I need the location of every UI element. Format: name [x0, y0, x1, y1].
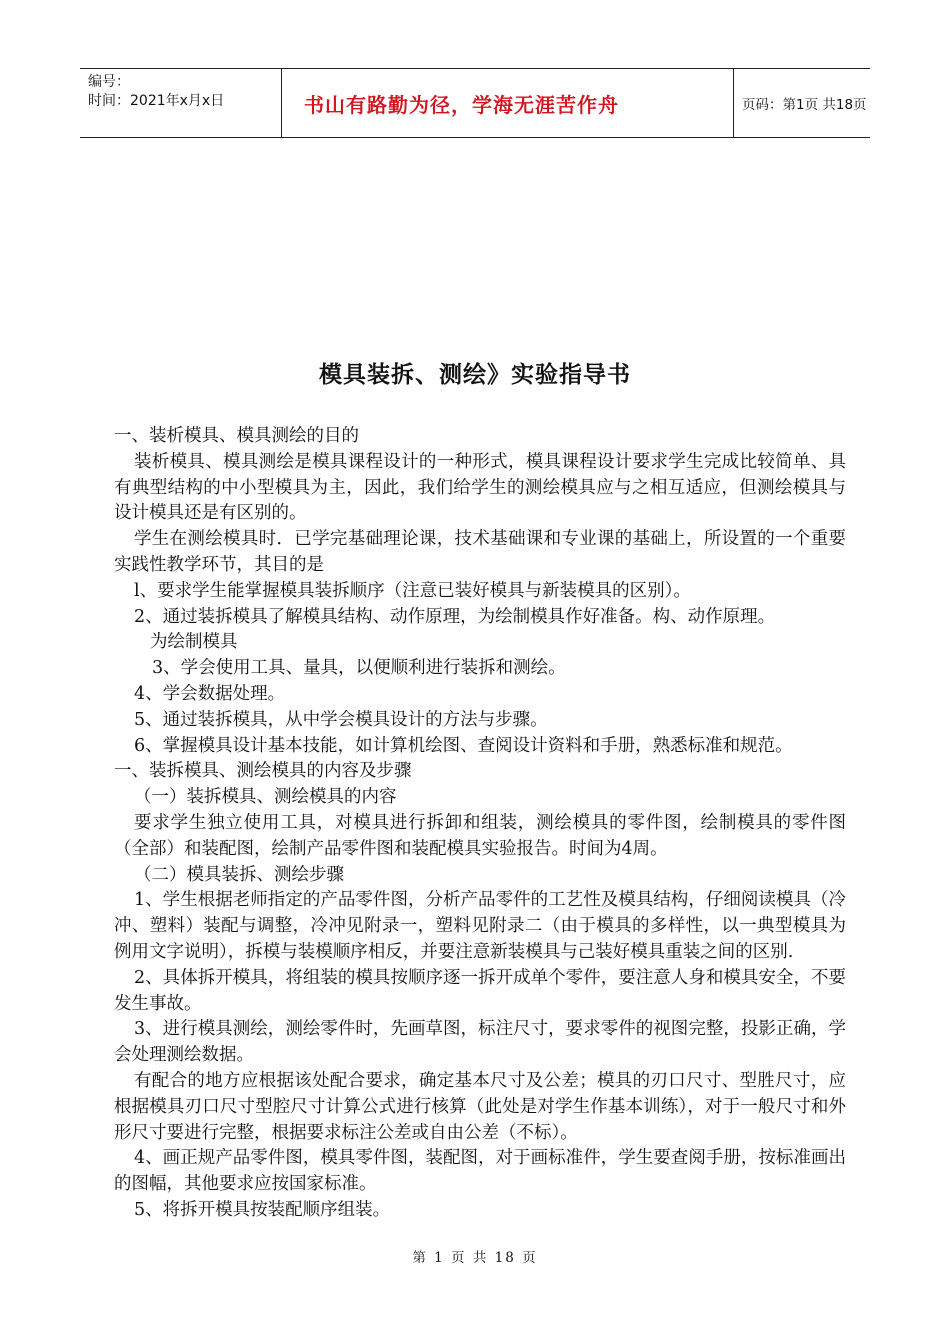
header-meta-cell — [80, 69, 282, 137]
step-paragraph: 2、具体拆开模具，将组装的模具按顺序逐一拆开成单个零件，要注意人身和模具安全，不要发生事故。 — [114, 967, 846, 1014]
document-title: 模具装拆、测绘》实验指导书 — [319, 362, 631, 388]
paragraph: 学生在测绘模具时．已学完基础理论课，技术基础课和专业课的基础上，所设置的一个重要实践性教学环节，其目的是 — [114, 529, 846, 575]
paragraph: 有配合的地方应根据该处配合要求，确定基本尺寸及公差；模具的刃口尺寸、型胜尺寸，应根据模具刃口尺寸型腔尺寸计算公式进行核算（此处是对学生作基本训练），对于一般尺寸和外形尺寸要进行完整，根据要求标注公差或自由公差（不标）。 — [114, 1070, 846, 1143]
list-item-continuation: 为绘制模具 — [150, 632, 238, 653]
header-motto-cell — [282, 69, 734, 137]
list-item: 4、学会数据处理。 — [134, 683, 286, 704]
step-paragraph: 5、将拆开模具按装配顺序组装。 — [134, 1199, 391, 1220]
document-body — [114, 424, 846, 1224]
paragraph: 要求学生独立使用工具，对模具进行拆卸和组装，测绘模具的零件图，绘制模具的零件图（全部）和装配图，绘制产品零件图和装配模具实验报告。时间为4周。 — [114, 812, 846, 859]
serial-number-label: 编号： — [88, 74, 130, 90]
list-item: l、要求学生能掌握模具装拆顺序（注意已装好模具与新装模具的区别）。 — [134, 580, 691, 601]
document-header — [80, 68, 870, 138]
section-heading: 一、装析模具、模具测绘的目的 — [114, 426, 359, 446]
step-paragraph: 1、学生根据老师指定的产品零件图，分析产品零件的工艺性及模具结构，仔细阅读模具（冷冲、塑料）装配与调整，冷冲见附录一，塑料见附录二（由于模具的多样性，以一典型模具为例用文字说明），拆模与装模顺序相反，并要注意新装模具与己装好模具重装之间的区别. — [114, 890, 846, 962]
page-footer: 第 1 页 共 18 页 — [412, 1250, 538, 1266]
subsection-heading: （二）模具装拆、测绘步骤 — [134, 864, 344, 885]
page-info: 页码：第1页 共18页 — [742, 97, 867, 113]
paragraph: 装析模具、模具测绘是模具课程设计的一种形式，模具课程设计要求学生完成比较简单、具有典型结构的中小型模具为主，因此，我们给学生的测绘模具应与之相互适应，但测绘模具与设计模具还是有区别的。 — [114, 451, 846, 524]
motto-text: 书山有路勤为径，学海无涯苦作舟 — [304, 92, 619, 117]
step-paragraph: 4、画正规产品零件图，模具零件图，装配图，对于画标准件，学生要查阅手册，按标准画出的图幅，其他要求应按国家标准。 — [114, 1148, 846, 1195]
subsection-heading: （一）装拆模具、测绘模具的内容 — [134, 787, 397, 808]
list-item: 3、学会使用工具、量具，以便顺利进行装拆和测绘。 — [152, 658, 566, 679]
list-item: 2、通过装拆模具了解模具结构、动作原理，为绘制模具作好准备。构、动作原理。 — [134, 606, 776, 627]
date-label: 时间：2021年x月x日 — [88, 93, 225, 109]
list-item: 6、掌握模具设计基本技能，如计算机绘图、查阅设计资料和手册，熟悉标准和规范。 — [134, 735, 793, 756]
step-paragraph: 3、进行模具测绘，测绘零件时，先画草图，标注尺寸，要求零件的视图完整，投影正确，学会处理测绘数据。 — [114, 1019, 846, 1066]
section-heading: 一、装拆模具、测绘模具的内容及步骤 — [114, 761, 412, 782]
list-item: 5、通过装拆模具，从中学会模具设计的方法与步骤。 — [134, 709, 548, 730]
header-page-cell — [734, 69, 870, 137]
